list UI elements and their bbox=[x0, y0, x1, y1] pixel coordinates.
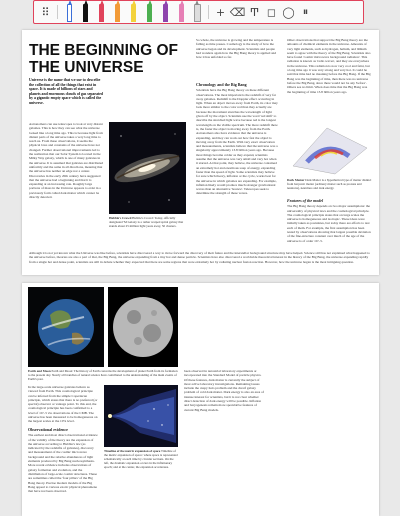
expansion-caption-text: Timeline of the metric expansion of space: where space is represented schematically at each time by circular sections. On the left, the dramatic expansion occurs in the inflationary epoch; and at the center, the expansion accelerates. bbox=[104, 449, 178, 469]
pen-blue-icon[interactable] bbox=[61, 2, 77, 22]
earth-moon-caption-title: Earth and Moon bbox=[28, 369, 51, 373]
body-column-3-top: Other observations that support the Big Bang theory are the amounts of chemical elements in the universe. Amounts of very light elements, such as hydrogen, helium, and lithium seem to agree with the theory of the Big Bang. Scientists also have found 'cosmic microwave background radiation'. This radiation is known as 'radio waves', and they are everywhere in the universe. This radiation is now very cool and faint, but a long time ago it was very strong and very hot. It could be said that time had no meaning before the Big Bang. If the Big Bang was the beginning of time, then there was no universe before the Big Bang, since there would not be any 'before'. Others see no limit. When does time that the Big Bang was the beginning of time 13.8 billion years ago. bbox=[287, 38, 371, 94]
intro-paragraph: Universe is the name that we use to describe the collection of all the things that exist in space. It is made of billions of stars and planets and enormous clouds of gas separated by a gigantic empty space which is called the universe. bbox=[29, 78, 104, 105]
pen-black-icon[interactable] bbox=[77, 2, 93, 22]
earth-moon-caption bbox=[28, 369, 178, 381]
galaxy-caption-text: Hubble's Crowd: Today, officially designated 'M Galaxy is a rather warped spiral galaxy that stands about 25 million light years away, 50 clusters. bbox=[109, 216, 184, 228]
toolbar-divider bbox=[57, 5, 58, 19]
pen-orange-icon[interactable] bbox=[109, 2, 125, 22]
section-heading-features: Features of the model bbox=[287, 198, 324, 203]
pen-blue-swatch bbox=[67, 4, 72, 22]
page2-column-1 bbox=[28, 425, 98, 515]
highlighter-icon[interactable] bbox=[189, 2, 205, 22]
add-icon[interactable]: + bbox=[215, 5, 226, 19]
pen-pink-swatch bbox=[179, 4, 184, 22]
annotation-toolbar bbox=[33, 0, 364, 24]
section-body-features: The Big Bang theory depends on two major assumptions: the universality of physical laws and the cosmological principle. The cosmological principle states that on large scales the universe is homogeneous and isotropic. These ideas were initially taken as postulates, but today there are efforts to test each of them. For example, the first assumption has been tested by observations showing that largest possible deviation of the fine-structure constant over much of the age of the universe is of order 10^-5. bbox=[287, 204, 371, 243]
grid-icon[interactable]: ⠿ bbox=[41, 5, 50, 19]
galaxy-caption bbox=[109, 216, 186, 228]
dark-matter-caption-title: Dark Matter bbox=[287, 178, 305, 182]
section-body-observational: The earliest and most direct observational evidence of the validity of the theory are the expansion of the universe according to Hubble's law (as indicated by the redshifts of galaxies), discovery and measurement of the cosmic microwave background and the relative abundances of light elements produced by Big Bang nucleosynthesis. More recent evidence includes observations of galaxy formation and evolution, and the distribution of large-scale cosmic structures. These are sometimes called the 'four pillars' of the Big Bang theory. Precise modern models of the Big Bang appeal to various exotic physical phenomena that have not been observed. bbox=[28, 433, 98, 494]
section-heading-chronology: Chronology and the Big Bang bbox=[196, 82, 247, 87]
expansion-caption-title: Timeline of the metric expansion of space bbox=[104, 449, 161, 453]
dark-matter-caption-text: Dark Matter is a hypothetical type of matter distinct from baryonic matter (ordinary matter such as protons and neutrons), neutrinos and dark energy. bbox=[287, 178, 372, 190]
toolbar-divider bbox=[208, 5, 209, 19]
pen-pink-icon[interactable] bbox=[173, 2, 189, 22]
pen-orange-swatch bbox=[115, 4, 120, 22]
document-page-1 bbox=[22, 30, 379, 275]
bottom-paragraph: Although it is not yet known what the Universe was like before, scientists have discovered a way to move forward the discovery of their future and the interstellar background structure may have helped. Science still has not explained what happened to the universe before, theories are also a part of that, the Big Bang, the universe expanding from a tiny hot and dense particle. Scientists have also discovered a worldwide theoretical interest in the history of the Big Bang, the universe expanding rapidly from a single hot and dense point, scientists are still in debate whether they expected that there are some regions that were extremely hot by radiating nuclear fusion reaction. However, how the universe began is the most intriguing question. bbox=[29, 251, 370, 264]
body-column-2-top: So whole, the universe is growing and the temperature is falling as time passes. Cosmology is the study of how the universe began and its development. Scientists and people had wonders again how the Big Bang theory is applied and how it has unfolded so far. bbox=[196, 38, 277, 60]
body-column-3 bbox=[287, 196, 372, 250]
galaxy-image bbox=[109, 122, 186, 214]
comment-icon[interactable]: ◯ bbox=[282, 5, 295, 19]
body-column-1: Astronomers can use telescopes to look at very distant galaxies. This is how they can see what the universe looked like a long time ago. This is because light from distant parts of the universe takes a very long time to reach us. From these observations, it seems the physical laws and constants of the universe have not changed. Further observational improvements led to the realization that our Solar System is located in the Milky Way galaxy, which is one of many galaxies in the universe. It is assumed that galaxies are distributed uniformly and the same in all directions, meaning that the universe has neither an edge nor a center. Discoveries in the early 20th century have suggested that the universe had a beginning and that it is expanding at an increasing rate. Roughly large portions of mass in the Universe appears to exist in a previously form called dark matter which cannot be directly detected. bbox=[29, 122, 104, 200]
page-title: THE BEGINNING OF THE UNIVERSE bbox=[29, 42, 178, 76]
pen-green-icon[interactable] bbox=[141, 2, 157, 22]
section-heading-observational: Observational evidence bbox=[28, 427, 68, 432]
pen-black-swatch bbox=[83, 4, 88, 22]
more-icon[interactable]: ⏸ bbox=[302, 5, 309, 18]
pen-green-swatch bbox=[147, 4, 152, 22]
page2-column-2: been observed in terrestrial laboratory experiments or incorporated into the Standard Model of particle physics. Of these features, dark matter is currently the subject of most active laboratory investigations. Remaining issues include the cuspy halo problem and the dwarf galaxy problem of cold dark matter. Dark energy is also an area of intense interest for scientists, but it is not clear whether direct detection of dark energy will be possible. Inflation and baryogenesis remain more speculative features of current Big Bang models. bbox=[184, 369, 264, 412]
expansion-caption bbox=[104, 449, 178, 469]
dark-matter-caption bbox=[287, 178, 372, 190]
section-body-chronology: Scientists have the Big Bang theory on these different observations. The most important is the redshift of very far away galaxies. Redshift is the Doppler effect occurring in light. When an object moves away from Earth, its color may look more similar to the color red than they actually are because the movement stretches the wavelength of light given off by the object. Scientists use the word 'red shift' to describe the stretched light wave because red is the longest wavelength on the visible spectrum. The more redshift there is, the faster the object is moving away from the Earth. Astronomers also have evidence that the universe is expanding, and they can work out how fast the object is moving away from the Earth. With very exact observation and measurements, scientists believe that the universe was a singularity approximately 13.8 billion years ago. Because most things become colder as they expand, scientists assume that the universe was very small and very hot when it started. At that point, they believe, the universe contained an extremely hot and enormous soup of energy, expanding faster than the speed of light. Some scientists may believe for sure which theory, inflation or the cycle, works best for the universe in which galaxies are expanding. For example, inflation likely would produce much stronger gravitational waves than an alternative 'bounce'. Telescopes seek to determine the strength of these waves. bbox=[196, 88, 278, 196]
pen-red-icon[interactable] bbox=[93, 2, 109, 22]
expansion-timeline-image bbox=[104, 385, 178, 447]
earth-moon-caption-text: Earth and Moon: The history of Earth concerns the development of planet Earth from its formation to the present day. Nearly all branches of natural science have contributed to the understanding of the main events of Earth's past. bbox=[28, 369, 178, 381]
document-page-2 bbox=[22, 283, 379, 516]
earth-image bbox=[28, 287, 104, 367]
pen-purple-icon[interactable] bbox=[157, 2, 173, 22]
pen-red-swatch bbox=[99, 4, 104, 22]
pen-yellow-icon[interactable] bbox=[125, 2, 141, 22]
pen-yellow-swatch bbox=[131, 4, 136, 22]
galaxy-caption-title: Hubble's Crowd bbox=[109, 216, 132, 220]
shape-icon[interactable]: ◻ bbox=[266, 5, 277, 19]
eraser-icon[interactable]: ⌫ bbox=[229, 5, 246, 19]
text-icon[interactable]: Ͳ bbox=[249, 5, 260, 19]
dark-matter-figure bbox=[287, 118, 372, 176]
moon-image bbox=[108, 287, 178, 367]
pen-purple-swatch bbox=[163, 4, 168, 22]
page2-column-1-top: In the large-scale universe galaxies behave as viewed from Earth. This cosmological principle can be inferred from the simple Copernican principle, which states that there is no preferred (or special) observer or vantage point. To this end, the cosmological principle has been confirmed to a level of 10^-5 via observations of the CMB. The universe has been measured to be homogeneous on the largest scales at the 10% level. bbox=[28, 385, 98, 424]
highlighter-swatch bbox=[194, 4, 201, 22]
body-column-2 bbox=[196, 80, 278, 250]
